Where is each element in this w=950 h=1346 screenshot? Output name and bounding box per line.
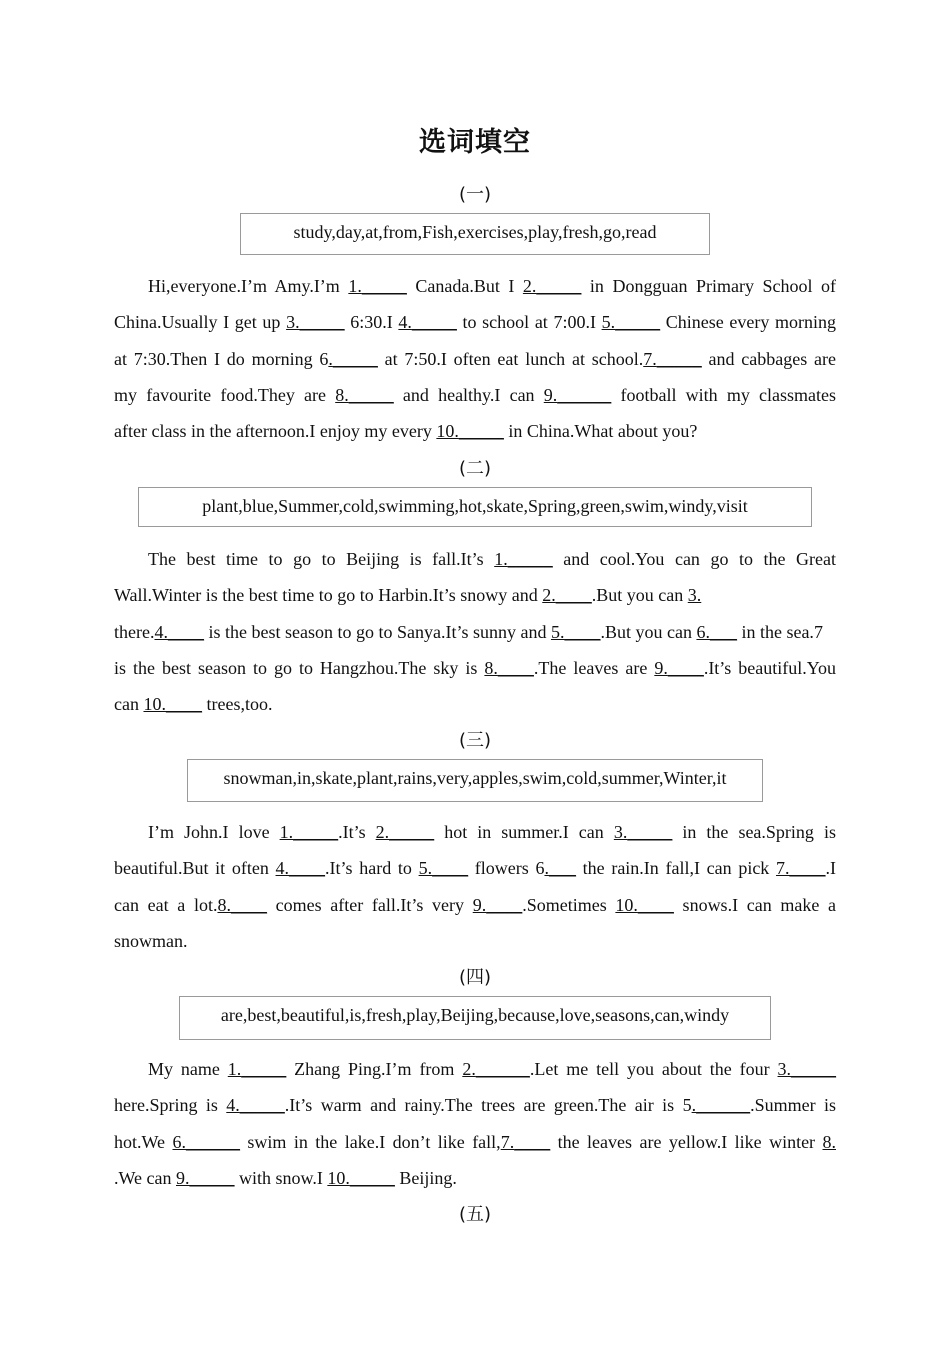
word-bank-4: are,best,beautiful,is,fresh,play,Beijing,because,love,seasons,can,windy xyxy=(179,996,771,1040)
passage-line: at 7:30.Then I do morning 6._____ at 7:50.I often eat lunch at school.7._____ and cabbages are xyxy=(114,348,836,369)
passage-line: China.Usually I get up 3._____ 6:30.I 4._____ to school at 7:00.I 5._____ Chinese every morning xyxy=(114,312,836,333)
passage-line: can eat a lot.8.____ comes after fall.It’s very 9.____.Sometimes 10.____ snows.I can make a xyxy=(114,894,837,915)
section-number-3: (三) xyxy=(458,730,492,751)
passage-line: hot.We 6.______ swim in the lake.I don’t like fall,7.____ the leaves are yellow.I like winter 8. xyxy=(114,1131,836,1152)
passage-line: is the best season to go to Hangzhou.The sky is 8.____.The leaves are 9.____.It’s beautiful.You xyxy=(114,657,836,678)
passage-line: Wall.Winter is the best time to go to Harbin.It’s snowy and 2.____.But you can 3. xyxy=(114,585,702,606)
passage-line: I’m John.I love 1._____.It’s 2._____ hot in summer.I can 3._____ in the sea.Spring is xyxy=(148,822,836,842)
section-number-4: (四) xyxy=(458,967,492,988)
passage-line: The best time to go to Beijing is fall.It’s 1._____ and cool.You can go to the Great xyxy=(148,549,836,569)
section-number-5: (五) xyxy=(458,1204,492,1225)
passage-3 xyxy=(114,814,836,959)
section-number-1: (一) xyxy=(458,184,492,205)
passage-line: Hi,everyone.I’m Amy.I’m 1._____ Canada.But I 2._____ in Dongguan Primary School of xyxy=(148,276,837,296)
passage-line: here.Spring is 4._____.It’s warm and rainy.The trees are green.The air is 5.______.Summer is xyxy=(114,1095,836,1116)
word-bank-3: snowman,in,skate,plant,rains,very,apples,swim,cold,summer,Winter,it xyxy=(187,759,763,802)
section-number-2: (二) xyxy=(458,458,492,479)
word-bank-1: study,day,at,from,Fish,exercises,play,fresh,go,read xyxy=(240,213,710,255)
word-bank-2: plant,blue,Summer,cold,swimming,hot,skate,Spring,green,swim,windy,visit xyxy=(138,487,812,527)
passage-line: snowman. xyxy=(114,930,188,951)
passage-line: there.4.____ is the best season to go to Sanya.It’s sunny and 5.____.But you can 6.___ in the sea.7 xyxy=(114,621,823,642)
passage-4 xyxy=(114,1051,836,1196)
passage-1 xyxy=(114,268,836,449)
passage-line: My name 1._____ Zhang Ping.I’m from 2.______.Let me tell you about the four 3._____ xyxy=(148,1059,837,1079)
page-title: 选词填空 xyxy=(419,127,531,158)
passage-line: can 10.____ trees,too. xyxy=(114,694,273,715)
passage-line: .We can 9._____ with snow.I 10._____ Beijing. xyxy=(114,1167,457,1188)
passage-2 xyxy=(114,541,836,722)
passage-line: my favourite food.They are 8._____ and healthy.I can 9.______ football with my classmates xyxy=(114,384,837,405)
passage-line: beautiful.But it often 4.____.It’s hard to 5.____ flowers 6.___ the rain.In fall,I can pick 7.____.I xyxy=(114,858,836,879)
passage-line: after class in the afternoon.I enjoy my every 10._____ in China.What about you? xyxy=(114,421,698,442)
